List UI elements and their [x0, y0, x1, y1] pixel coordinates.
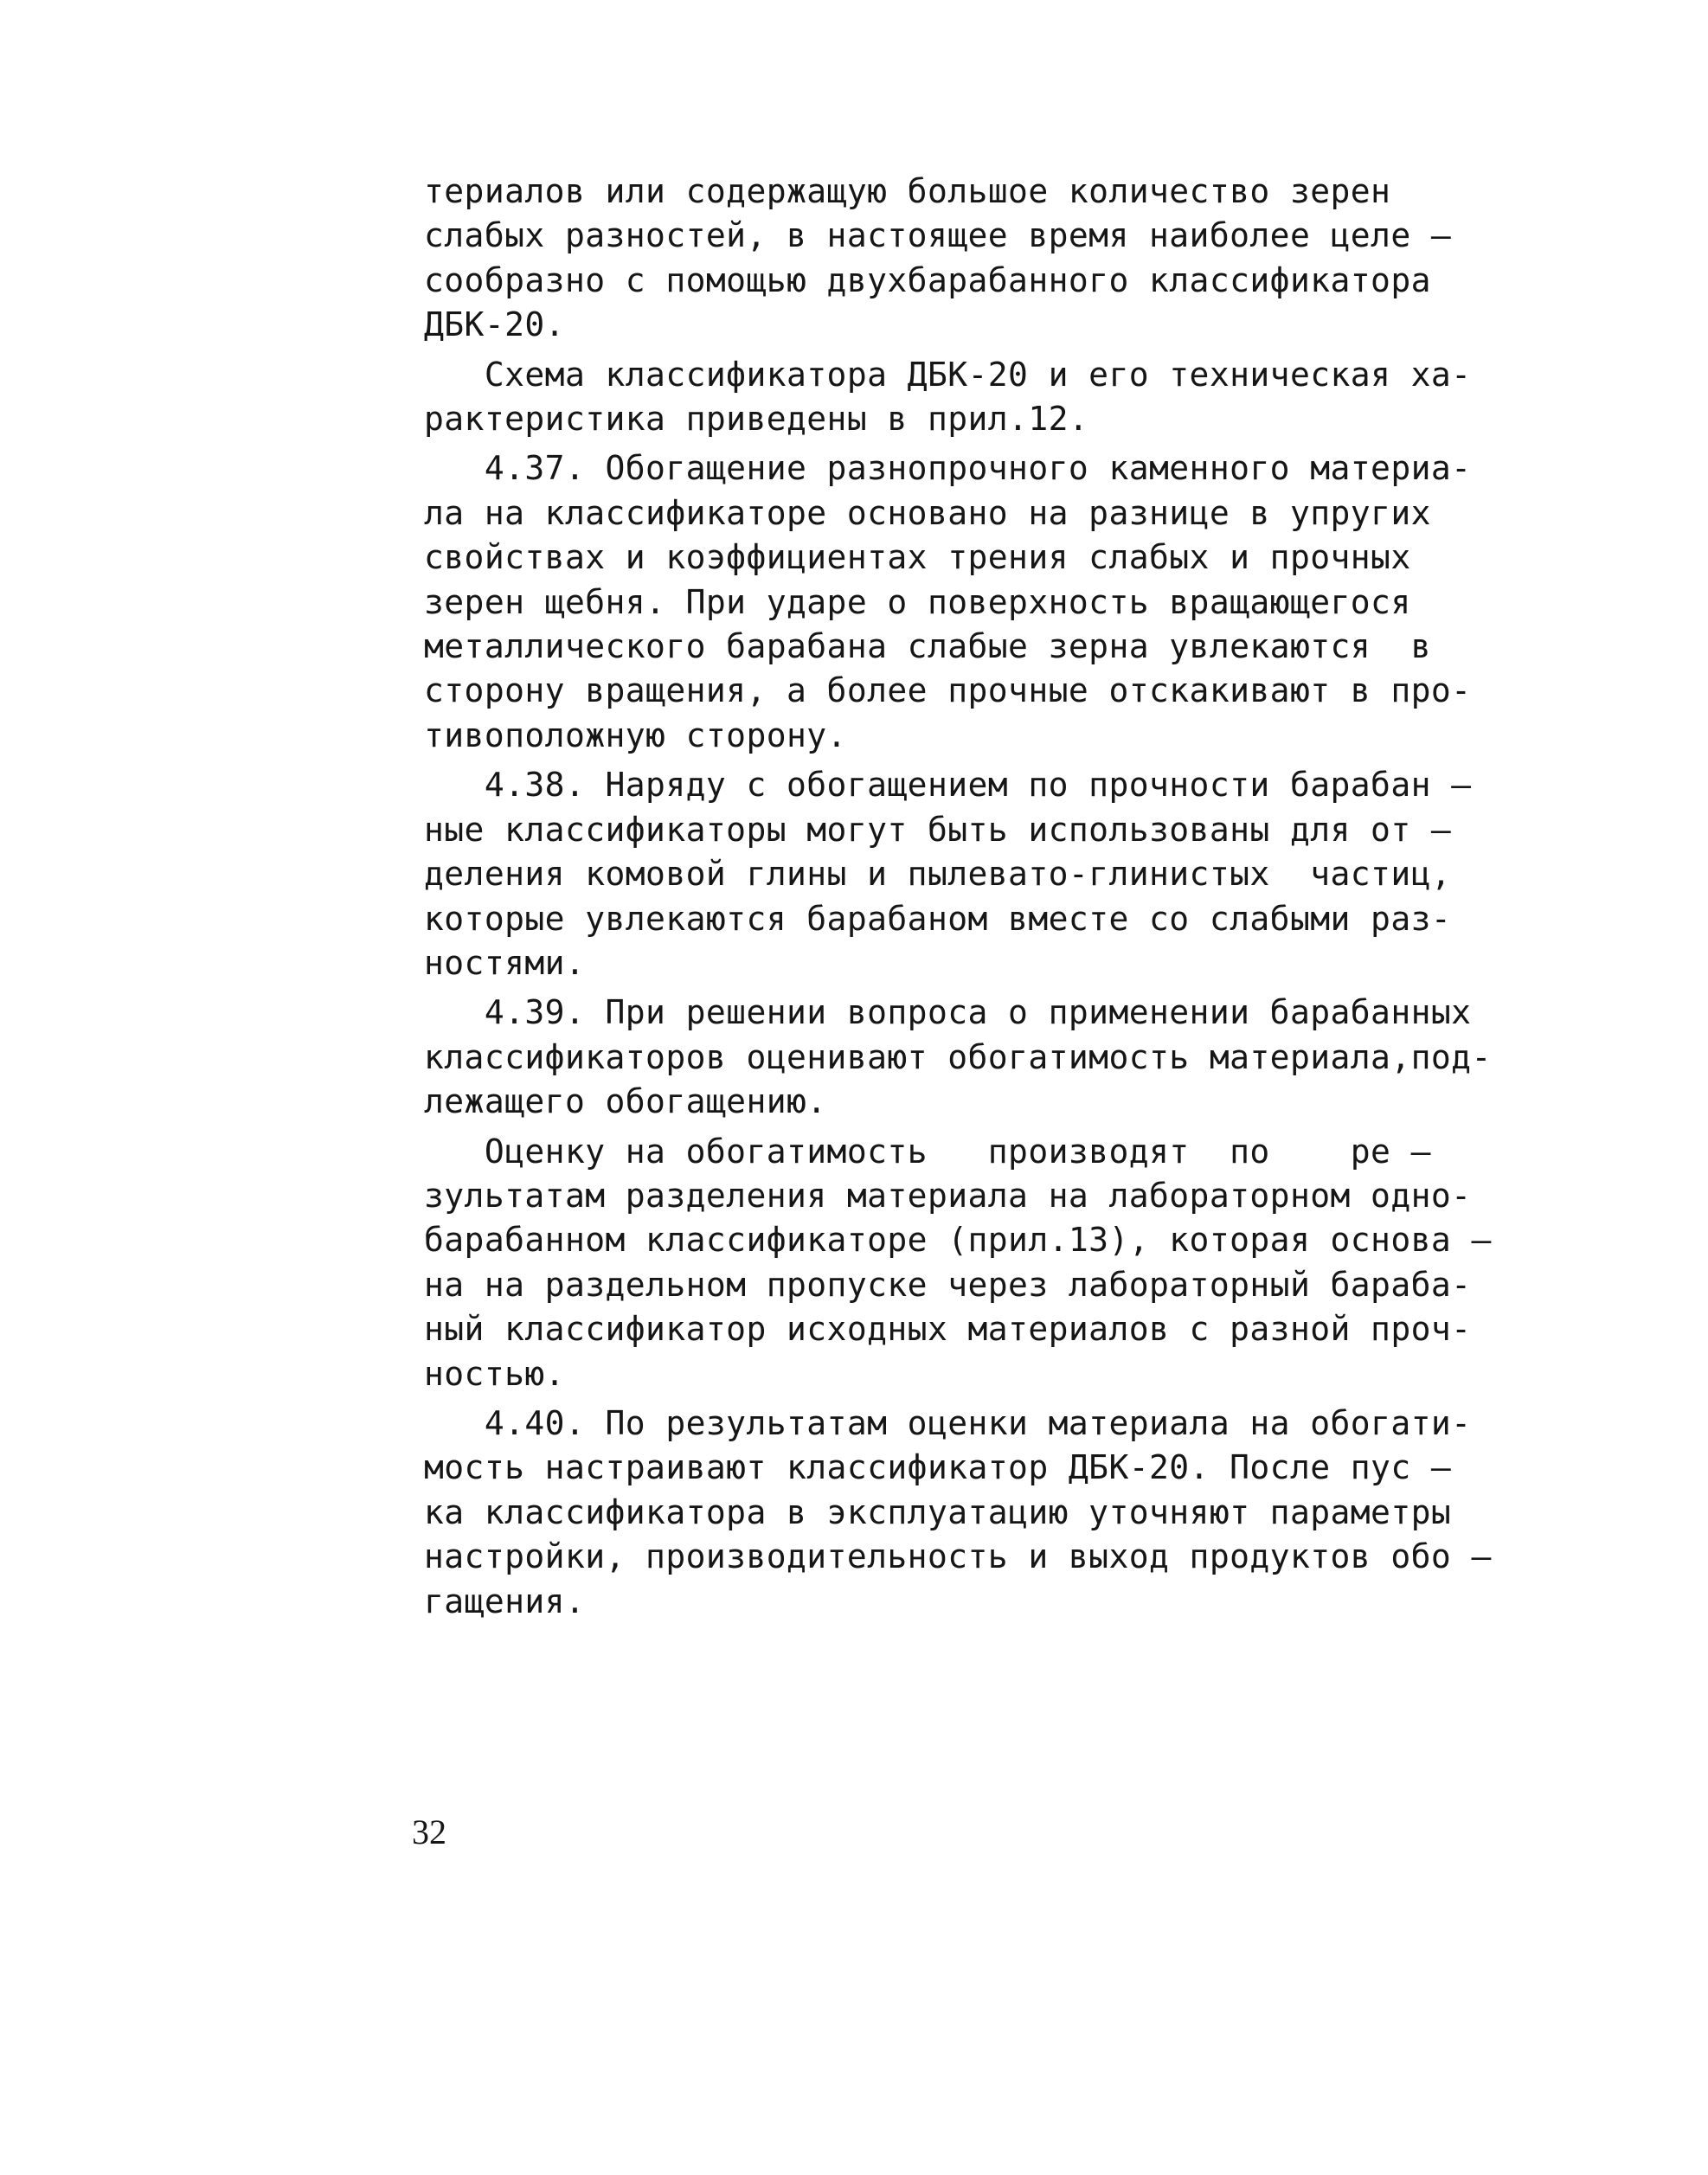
- text-line: Схема классификатора ДБК-20 и его техническая ха-: [424, 355, 1472, 394]
- text-line: классификаторов оценивают обогатимость материала,под-: [424, 1037, 1492, 1076]
- paragraph-4-40: [424, 1402, 1566, 1624]
- text-line: рактеристика приведены в прил.12.: [424, 400, 1089, 439]
- text-line: металлического барабана слабые зерна увлекаются в: [424, 627, 1431, 666]
- text-line: гащения.: [424, 1582, 586, 1620]
- text-line: барабанном классификаторе (прил.13), которая основа –: [424, 1221, 1492, 1260]
- text-line: Оценку на обогатимость производят по ре –: [424, 1132, 1431, 1171]
- text-line: ДБК-20.: [424, 305, 565, 344]
- text-line: ла на классификаторе основано на разнице в упругих: [424, 493, 1431, 532]
- text-line: свойствах и коэффициентах трения слабых и прочных: [424, 538, 1411, 577]
- text-line: которые увлекаются барабаном вместе со слабыми раз-: [424, 899, 1452, 938]
- text-line: ные классификаторы могут быть использованы для от –: [424, 810, 1452, 849]
- text-line: сообразно с помощью двухбарабанного классификатора: [424, 260, 1431, 299]
- body-text: [424, 170, 1566, 1624]
- text-line: 4.37. Обогащение разнопрочного каменного материа-: [424, 449, 1472, 488]
- page-number: 32: [412, 1812, 446, 1851]
- paragraph-4-39: [424, 991, 1566, 1124]
- paragraph-scheme: [424, 353, 1566, 442]
- text-line: 4.38. Наряду с обогащением по прочности барабан –: [424, 766, 1472, 805]
- paragraph-assessment: [424, 1130, 1566, 1396]
- text-line: деления комовой глины и пылевато-глинистых частиц,: [424, 855, 1452, 894]
- text-line: ка классификатора в эксплуатацию уточняют параметры: [424, 1492, 1452, 1531]
- text-line: зультатам разделения материала на лабораторном одно-: [424, 1176, 1472, 1215]
- paragraph-4-38: [424, 763, 1566, 985]
- text-line: на на раздельном пропуске через лабораторный бараба-: [424, 1265, 1472, 1304]
- text-line: слабых разностей, в настоящее время наиболее целе –: [424, 216, 1452, 255]
- text-line: ностью.: [424, 1354, 565, 1393]
- text-line: мость настраивают классификатор ДБК-20. После пус –: [424, 1448, 1452, 1487]
- paragraph-4-37: [424, 446, 1566, 758]
- text-line: настройки, производительность и выход продуктов обо –: [424, 1537, 1492, 1576]
- text-line: териалов или содержащую большое количество зерен: [424, 172, 1391, 210]
- text-line: тивоположную сторону.: [424, 715, 847, 754]
- text-line: 4.40. По результатам оценки материала на обогати-: [424, 1403, 1472, 1442]
- paragraph-continuation: [424, 170, 1566, 348]
- text-line: лежащего обогащению.: [424, 1082, 827, 1121]
- text-line: 4.39. При решении вопроса о применении барабанных: [424, 993, 1472, 1032]
- text-line: зерен щебня. При ударе о поверхность вращающегося: [424, 582, 1411, 621]
- text-line: ностями.: [424, 943, 586, 982]
- text-line: ный классификатор исходных материалов с разной проч-: [424, 1310, 1472, 1349]
- text-line: сторону вращения, а более прочные отскакивают в про-: [424, 671, 1472, 710]
